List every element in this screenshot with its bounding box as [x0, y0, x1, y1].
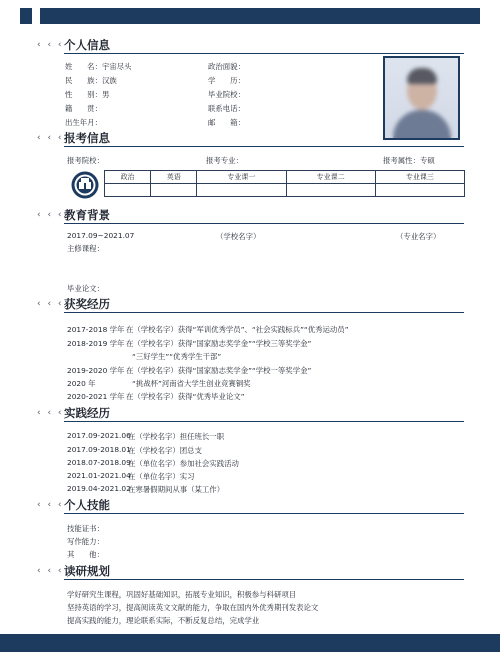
field-hometown: 籍 贯： [65, 104, 102, 113]
award-year: 2017-2018 学年 [67, 325, 125, 334]
exam-attr: 报考属性：专硕 [383, 156, 435, 165]
award-year: 2018-2019 学年 [67, 339, 125, 348]
field-ethnicity: 民 族：汉族 [65, 76, 117, 85]
award-text: 在（学校名字）获得“国家励志奖学金”“学校三等奖学金” [126, 339, 312, 348]
section-personal-header [37, 37, 110, 53]
award-text: “三好学生”“优秀学生干部” [132, 352, 222, 361]
award-text: 在（学校名字）获得“军训优秀学员”、“社会实践标兵”“优秀运动员” [126, 325, 349, 334]
chevrons-icon: ‹ ‹ ‹ [37, 500, 64, 510]
table-header-cell: 英语 [151, 171, 197, 184]
field-email: 邮 箱： [208, 118, 245, 127]
practice-period: 2017.09-2021.06 [67, 431, 131, 440]
table-header-cell: 政治 [105, 171, 151, 184]
section-divider [64, 421, 464, 422]
award-text: 在（学校名字）获得“国家励志奖学金”“学校一等奖学金” [126, 366, 312, 375]
field-gender: 性 别：男 [65, 90, 110, 99]
plan-line: 坚持英语的学习，提高阅读英文文献的能力，争取在国内外优秀期刊发表论文 [67, 603, 319, 612]
exam-school-label: 报考院校： [67, 156, 104, 165]
chevrons-icon: ‹ ‹ ‹ [37, 408, 64, 418]
table-cell [197, 184, 286, 197]
award-year: 2020-2021 学年 [67, 392, 125, 401]
education-thesis-label: 毕业论文： [67, 284, 104, 293]
section-title-plan: 读研规划 [64, 564, 110, 578]
table-header-cell: 专业课二 [286, 171, 375, 184]
education-courses-label: 主修课程： [67, 244, 104, 253]
section-divider [64, 312, 464, 313]
skill-other-label: 其 他： [67, 550, 104, 559]
section-exam-header [37, 130, 110, 146]
table-cell [105, 184, 151, 197]
section-title-practice: 实践经历 [64, 406, 110, 420]
top-bar-block-large [40, 8, 480, 24]
field-phone: 联系电话： [208, 104, 245, 113]
education-major: （专业名字） [396, 232, 441, 241]
education-period: 2017.09~2021.07 [67, 231, 135, 240]
section-divider [64, 513, 464, 514]
table-header-cell: 专业课一 [197, 171, 286, 184]
practice-text: 在寒暑假期间从事（某工作） [128, 485, 225, 494]
chevrons-icon: ‹ ‹ ‹ [37, 299, 64, 309]
table-row [105, 184, 465, 197]
practice-text: 在（学校名字）团总支 [128, 446, 202, 455]
section-divider [64, 579, 464, 580]
award-year: 2019-2020 学年 [67, 366, 125, 375]
education-school: （学校名字） [216, 232, 261, 241]
practice-period: 2019.04-2021.02 [67, 484, 131, 493]
exam-major-label: 报考专业： [206, 156, 243, 165]
bottom-decor-bar [0, 634, 500, 652]
plan-line: 提高实践的能力，理论联系实际，不断反复总结，完成学业 [67, 616, 260, 625]
section-divider [64, 223, 464, 224]
section-title-awards: 获奖经历 [64, 297, 110, 311]
field-political: 政治面貌： [208, 62, 245, 71]
section-title-education: 教育背景 [64, 208, 110, 222]
practice-text: 在（学校名字）担任班长一职 [128, 432, 225, 441]
table-header-cell: 专业课三 [375, 171, 464, 184]
skill-writing-label: 写作能力： [67, 537, 104, 546]
field-degree: 学 历： [208, 76, 245, 85]
table-cell [375, 184, 464, 197]
university-emblem-icon [67, 170, 103, 200]
table-cell [151, 184, 197, 197]
section-skills-header [37, 497, 110, 513]
practice-text: 在（单位名字）实习 [128, 472, 195, 481]
chevrons-icon: ‹ ‹ ‹ [37, 210, 64, 220]
section-practice-header [37, 405, 110, 421]
award-text: 在（学校名字）获得“优秀毕业论文” [126, 392, 245, 401]
top-decor-bar [0, 0, 500, 24]
practice-text: 在（单位名字）参加社会实践活动 [128, 459, 239, 468]
field-grad-school: 毕业院校： [208, 90, 245, 99]
field-name: 姓 名：宇宙尽头 [65, 62, 132, 71]
award-text: “挑战杯”河南省大学生创业竞赛铜奖 [132, 379, 251, 388]
section-awards-header [37, 296, 110, 312]
section-title-personal: 个人信息 [64, 38, 110, 52]
profile-photo [383, 56, 460, 140]
chevrons-icon: ‹ ‹ ‹ [37, 40, 64, 50]
section-divider [64, 53, 464, 54]
section-plan-header [37, 563, 110, 579]
skill-certificate-label: 技能证书： [67, 524, 104, 533]
table-row [105, 171, 465, 184]
field-birth: 出生年月： [65, 118, 102, 127]
top-bar-block-small [20, 8, 32, 24]
section-title-skills: 个人技能 [64, 498, 110, 512]
practice-period: 2018.07-2018.09 [67, 458, 131, 467]
chevrons-icon: ‹ ‹ ‹ [37, 566, 64, 576]
practice-period: 2017.09-2018.01 [67, 445, 131, 454]
practice-period: 2021.01-2021.04 [67, 471, 131, 480]
section-title-exam: 报考信息 [64, 131, 110, 145]
section-divider [64, 146, 464, 147]
exam-score-table [104, 170, 465, 197]
section-education-header [37, 207, 110, 223]
award-year: 2020 年 [67, 379, 96, 388]
chevrons-icon: ‹ ‹ ‹ [37, 133, 64, 143]
plan-line: 学好研究生课程，巩固好基础知识，拓展专业知识，积极参与科研项目 [67, 590, 297, 599]
table-cell [286, 184, 375, 197]
